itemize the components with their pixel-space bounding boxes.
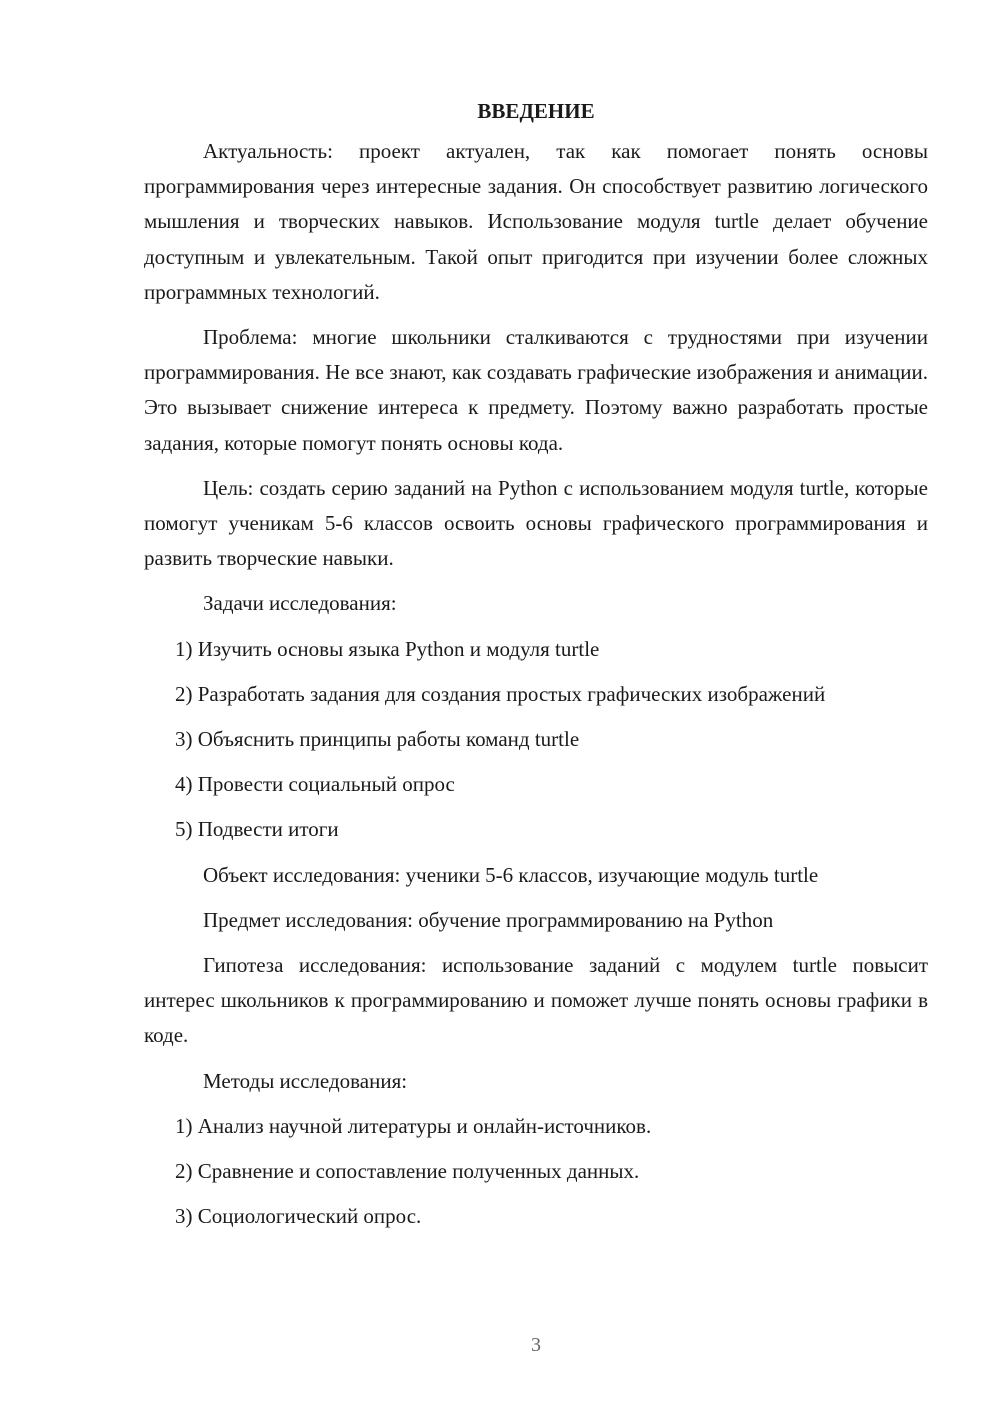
page-number: 3 (531, 1334, 541, 1356)
hypothesis-paragraph: Гипотеза исследования: использование заданий с модулем turtle повысит интерес школьников к программированию и поможет лучше понять основы графики в коде. (144, 953, 928, 1048)
research-object: Объект исследования: ученики 5-6 классов, изучающие модуль turtle (203, 862, 819, 887)
research-subject: Предмет исследования: обучение программированию на Python (203, 907, 774, 932)
goal-paragraph: Цель: создать серию заданий на Python с использованием модуля turtle, которые помогут ученикам 5-6 классов освоить основы графического программирования и развить творческие навыки. (144, 475, 928, 571)
tasks-heading: Задачи исследования: (203, 591, 397, 616)
task-item-2: 2) Разработать задания для создания простых графических изображений (175, 681, 826, 706)
section-title: ВВЕДЕНИЕ (477, 99, 595, 123)
task-item-5: 5) Подвести итоги (175, 817, 339, 842)
task-item-1: 1) Изучить основы языка Python и модуля turtle (175, 636, 600, 661)
document-page (144, 94, 928, 1244)
method-item-1: 1) Анализ научной литературы и онлайн-источников. (175, 1113, 652, 1138)
task-item-4: 4) Провести социальный опрос (175, 772, 455, 797)
method-item-2: 2) Сравнение и сопоставление полученных данных. (175, 1159, 640, 1184)
task-item-3: 3) Объяснить принципы работы команд turtle (175, 727, 580, 752)
method-item-3: 3) Социологический опрос. (175, 1204, 422, 1229)
problem-paragraph: Проблема: многие школьники сталкиваются с трудностями при изучении программирования. Не все знают, как создавать графические изображения и анимации. Это вызывает снижение интереса к предмету. Поэтому важно разработать простые задания, которые помогут понять основы кода. (144, 325, 928, 455)
methods-heading: Методы исследования: (203, 1068, 408, 1093)
relevance-paragraph: Актуальность: проект актуален, так как помогает понять основы программирования через интересные задания. Он способствует развитию логического мышления и творческих навыков. Использование модуля turtle делает обучение доступным и увлекательным. Такой опыт пригодится при изучении более сложных программных технологий. (144, 139, 928, 304)
